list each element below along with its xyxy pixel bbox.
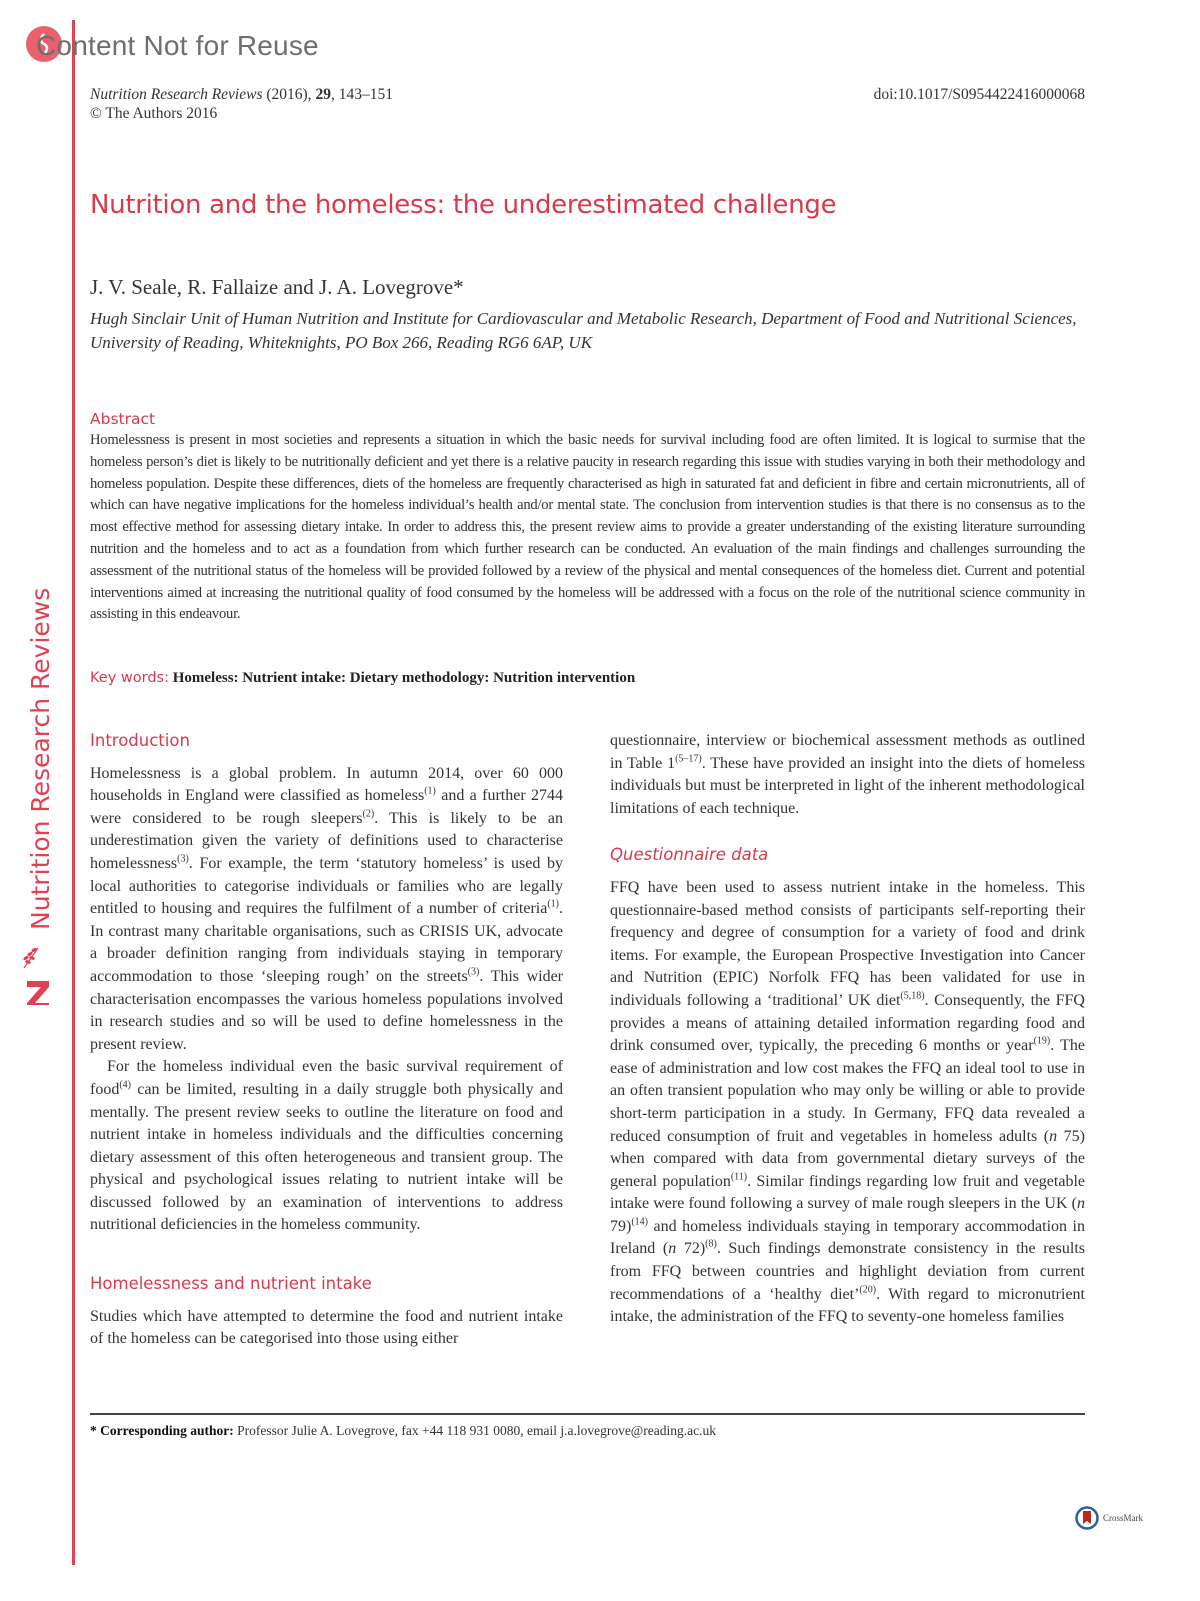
text-run: and a further 2744 were considered to be rough sleepers [90, 787, 563, 827]
sample-size-symbol: n [1049, 1127, 1058, 1145]
intro-paragraph-1 [90, 763, 563, 1057]
text-run: . These have provided an insight into the diets of homeless individuals but must be interpreted in light of the inherent methodological limitations of each technique. [610, 754, 1085, 817]
citation[interactable]: (3) [177, 853, 189, 865]
right-column [610, 730, 1085, 1329]
text-run: 75) when compared with data from governmental dietary surveys of the general population [610, 1127, 1086, 1190]
article-authors: J. V. Seale, R. Fallaize and J. A. Lovegrove* [90, 275, 464, 299]
text-run: questionnaire, interview or biochemical assessment methods as outlined in Table 1 [610, 732, 1085, 772]
citation[interactable]: (14) [631, 1216, 648, 1228]
keywords-terms: Homeless: Nutrient intake: Dietary methodology: Nutrition intervention [172, 670, 636, 686]
citation[interactable]: (4) [119, 1079, 131, 1091]
corresponding-author-footnote [90, 1423, 716, 1439]
article-title: Nutrition and the homeless: the underestimated challenge [90, 190, 837, 220]
journal-year: (2016), [266, 86, 312, 103]
citation[interactable]: (8) [705, 1239, 717, 1251]
margin-rule [72, 20, 75, 1565]
keywords [90, 670, 635, 687]
citation[interactable]: (5–17) [675, 753, 702, 765]
text-run: . Consequently, the FFQ provides a means of attaining detailed information regarding food and drink consumed over, typically, the preceding 6 months or year [610, 991, 1085, 1055]
citation[interactable]: (1) [547, 898, 559, 910]
citation[interactable]: (11) [730, 1171, 748, 1183]
nutrient-intake-heading: Homelessness and nutrient intake [90, 1274, 372, 1294]
abstract-text: Homelessness is present in most societies and represents a situation in which the basic needs for survival including food are often limited. It is logical to surmise that the homeless person’s diet is likely to be nutritionally deficient and yet there is a relative paucity in research regarding this issue with studies varying in both their methodology and homeless population. Despite these differences, diets of the homeless are frequently characterised as high in saturated fat and deficient in fibre and certain micronutrients, all of which can have negative implications for the homeless individual’s health and/or mental state. The conclusion from intervention studies is that there is no consensus as to the most effective method for assessing dietary intake. In order to address this, the present review aims to provide a greater understanding of the existing literature surrounding nutrition and the homeless and to act as a foundation from which further research can be conducted. An evaluation of the main findings and challenges surrounding the assessment of the nutritional status of the homeless will be provided followed by a review of the physical and mental consequences of the homeless diet. Current and potential interventions aimed at increasing the nutritional quality of food consumed by the homeless will be addressed with a focus on the role of the nutritional science community in assisting in this endeavour. [90, 432, 1085, 623]
text-run: For the homeless individual even the basic survival requirement of food [90, 1058, 563, 1098]
crossmark-label: CrossMark [1103, 1513, 1143, 1523]
text-run: . This is likely to be an underestimation given the variety of definitions used to characterise homelessness [90, 809, 563, 872]
text-run: 72) [676, 1240, 706, 1258]
watermark-text: Content Not for Reuse [36, 30, 319, 61]
keywords-label: Key words: [90, 670, 169, 686]
sample-size-symbol: n [668, 1240, 677, 1258]
citation[interactable]: (20) [859, 1284, 877, 1296]
side-journal-name: Nutrition Research Reviews [26, 587, 55, 930]
text-run: . Similar findings regarding low fruit and vegetable intake were found following a survey of male rough sleepers in the UK ( [610, 1172, 1085, 1213]
text-run: Homelessness is a global problem. In autumn 2014, over 60 000 households in England were classified as homeless [90, 764, 563, 805]
text-run: 79) [610, 1217, 632, 1235]
footnote-text: Professor Julie A. Lovegrove, fax +44 118 931 0080, email j.a.lovegrove@reading.ac.uk [233, 1423, 716, 1438]
journal-citation [90, 86, 393, 104]
text-run: . In contrast many charitable organisations, such as CRISIS UK, advocate a broader definition ranging from individuals staying in temporary accommodation to those ‘sleeping rough’ on the streets [90, 900, 563, 985]
introduction-heading: Introduction [90, 731, 190, 750]
journal-pages: , 143–151 [330, 86, 393, 103]
text-run: . This wider characterisation encompasses the various homeless populations involved in research studies and so will be used to define homelessness in the present review. [90, 967, 563, 1053]
text-run: FFQ have been used to assess nutrient intake in the homeless. This questionnaire-based method consists of participants self-reporting their frequency and degree of consumption for a variety of food and drink items. For example, the European Prospective Investigation into Cancer and Nutrition (EPIC) Norfolk FFQ has been validated for use in individuals following a ‘traditional’ UK diet [610, 878, 1085, 1009]
journal-name: Nutrition Research Reviews [90, 86, 263, 103]
text-run: . For example, the term ‘statutory homeless’ is used by local authorities to categorise individuals or families who are legally entitled to housing and requires the fulfilment of a number of criteria [90, 854, 563, 918]
text-run: and homeless individuals staying in temporary accommodation in Ireland ( [610, 1217, 1085, 1258]
footnote-label: * Corresponding author: [90, 1423, 234, 1438]
left-column [90, 730, 563, 1351]
sample-size-symbol: n [1077, 1195, 1085, 1213]
intro-paragraph-2 [90, 1056, 563, 1237]
questionnaire-paragraph-1 [610, 877, 1085, 1329]
ns-wheat-logo-icon [14, 940, 64, 1005]
citation[interactable]: (5,18) [900, 990, 925, 1002]
citation[interactable]: (1) [424, 785, 436, 797]
right-paragraph-1 [610, 730, 1085, 820]
author-affiliation: Hugh Sinclair Unit of Human Nutrition and Institute for Cardiovascular and Metabolic Research, Department of Food and Nutritional Sciences, University of Reading, Whiteknights, PO Box 266, Reading RG6 6AP, UK [90, 309, 1077, 352]
text-run: . The ease of administration and low cost makes the FFQ an ideal tool to use in an often transient population who may only be willing or able to provide short-term participation in a study. In Germany, FFQ data revealed a reduced consumption of fruit and vegetables in homeless adults ( [610, 1037, 1085, 1145]
nutrient-paragraph-1: Studies which have attempted to determine the food and nutrient intake of the homeless can be categorised into those using either [90, 1307, 563, 1348]
questionnaire-heading: Questionnaire data [610, 845, 769, 865]
crossmark-button[interactable] [1075, 1506, 1143, 1530]
citation[interactable]: (2) [362, 808, 375, 820]
text-run: . With regard to micronutrient intake, the administration of the FFQ to seventy-one homeless families [610, 1285, 1085, 1326]
abstract-heading: Abstract [90, 410, 156, 428]
citation[interactable]: (3) [467, 966, 480, 978]
text-run: can be limited, resulting in a daily struggle both physically and mentally. The present review seeks to outline the literature on food and nutrient intake in homeless individuals and the difficulties concerning dietary assessment of this often heterogeneous and transient group. The physical and psychological issues relating to nutrient intake will be discussed followed by an examination of interventions to address nutritional deficiencies in the homeless community. [90, 1080, 563, 1234]
crossmark-icon [1075, 1506, 1099, 1530]
copyright: © The Authors 2016 [90, 105, 218, 122]
footnote-divider [90, 1413, 1085, 1415]
doi-link[interactable]: doi:10.1017/S0954422416000068 [873, 86, 1085, 103]
citation[interactable]: (19) [1033, 1035, 1051, 1047]
journal-volume: 29 [315, 86, 331, 103]
text-run: . Such findings demonstrate consistency in the results from FFQ between countries and highlight deviation from current recommendations of a ‘healthy diet’ [610, 1240, 1086, 1303]
